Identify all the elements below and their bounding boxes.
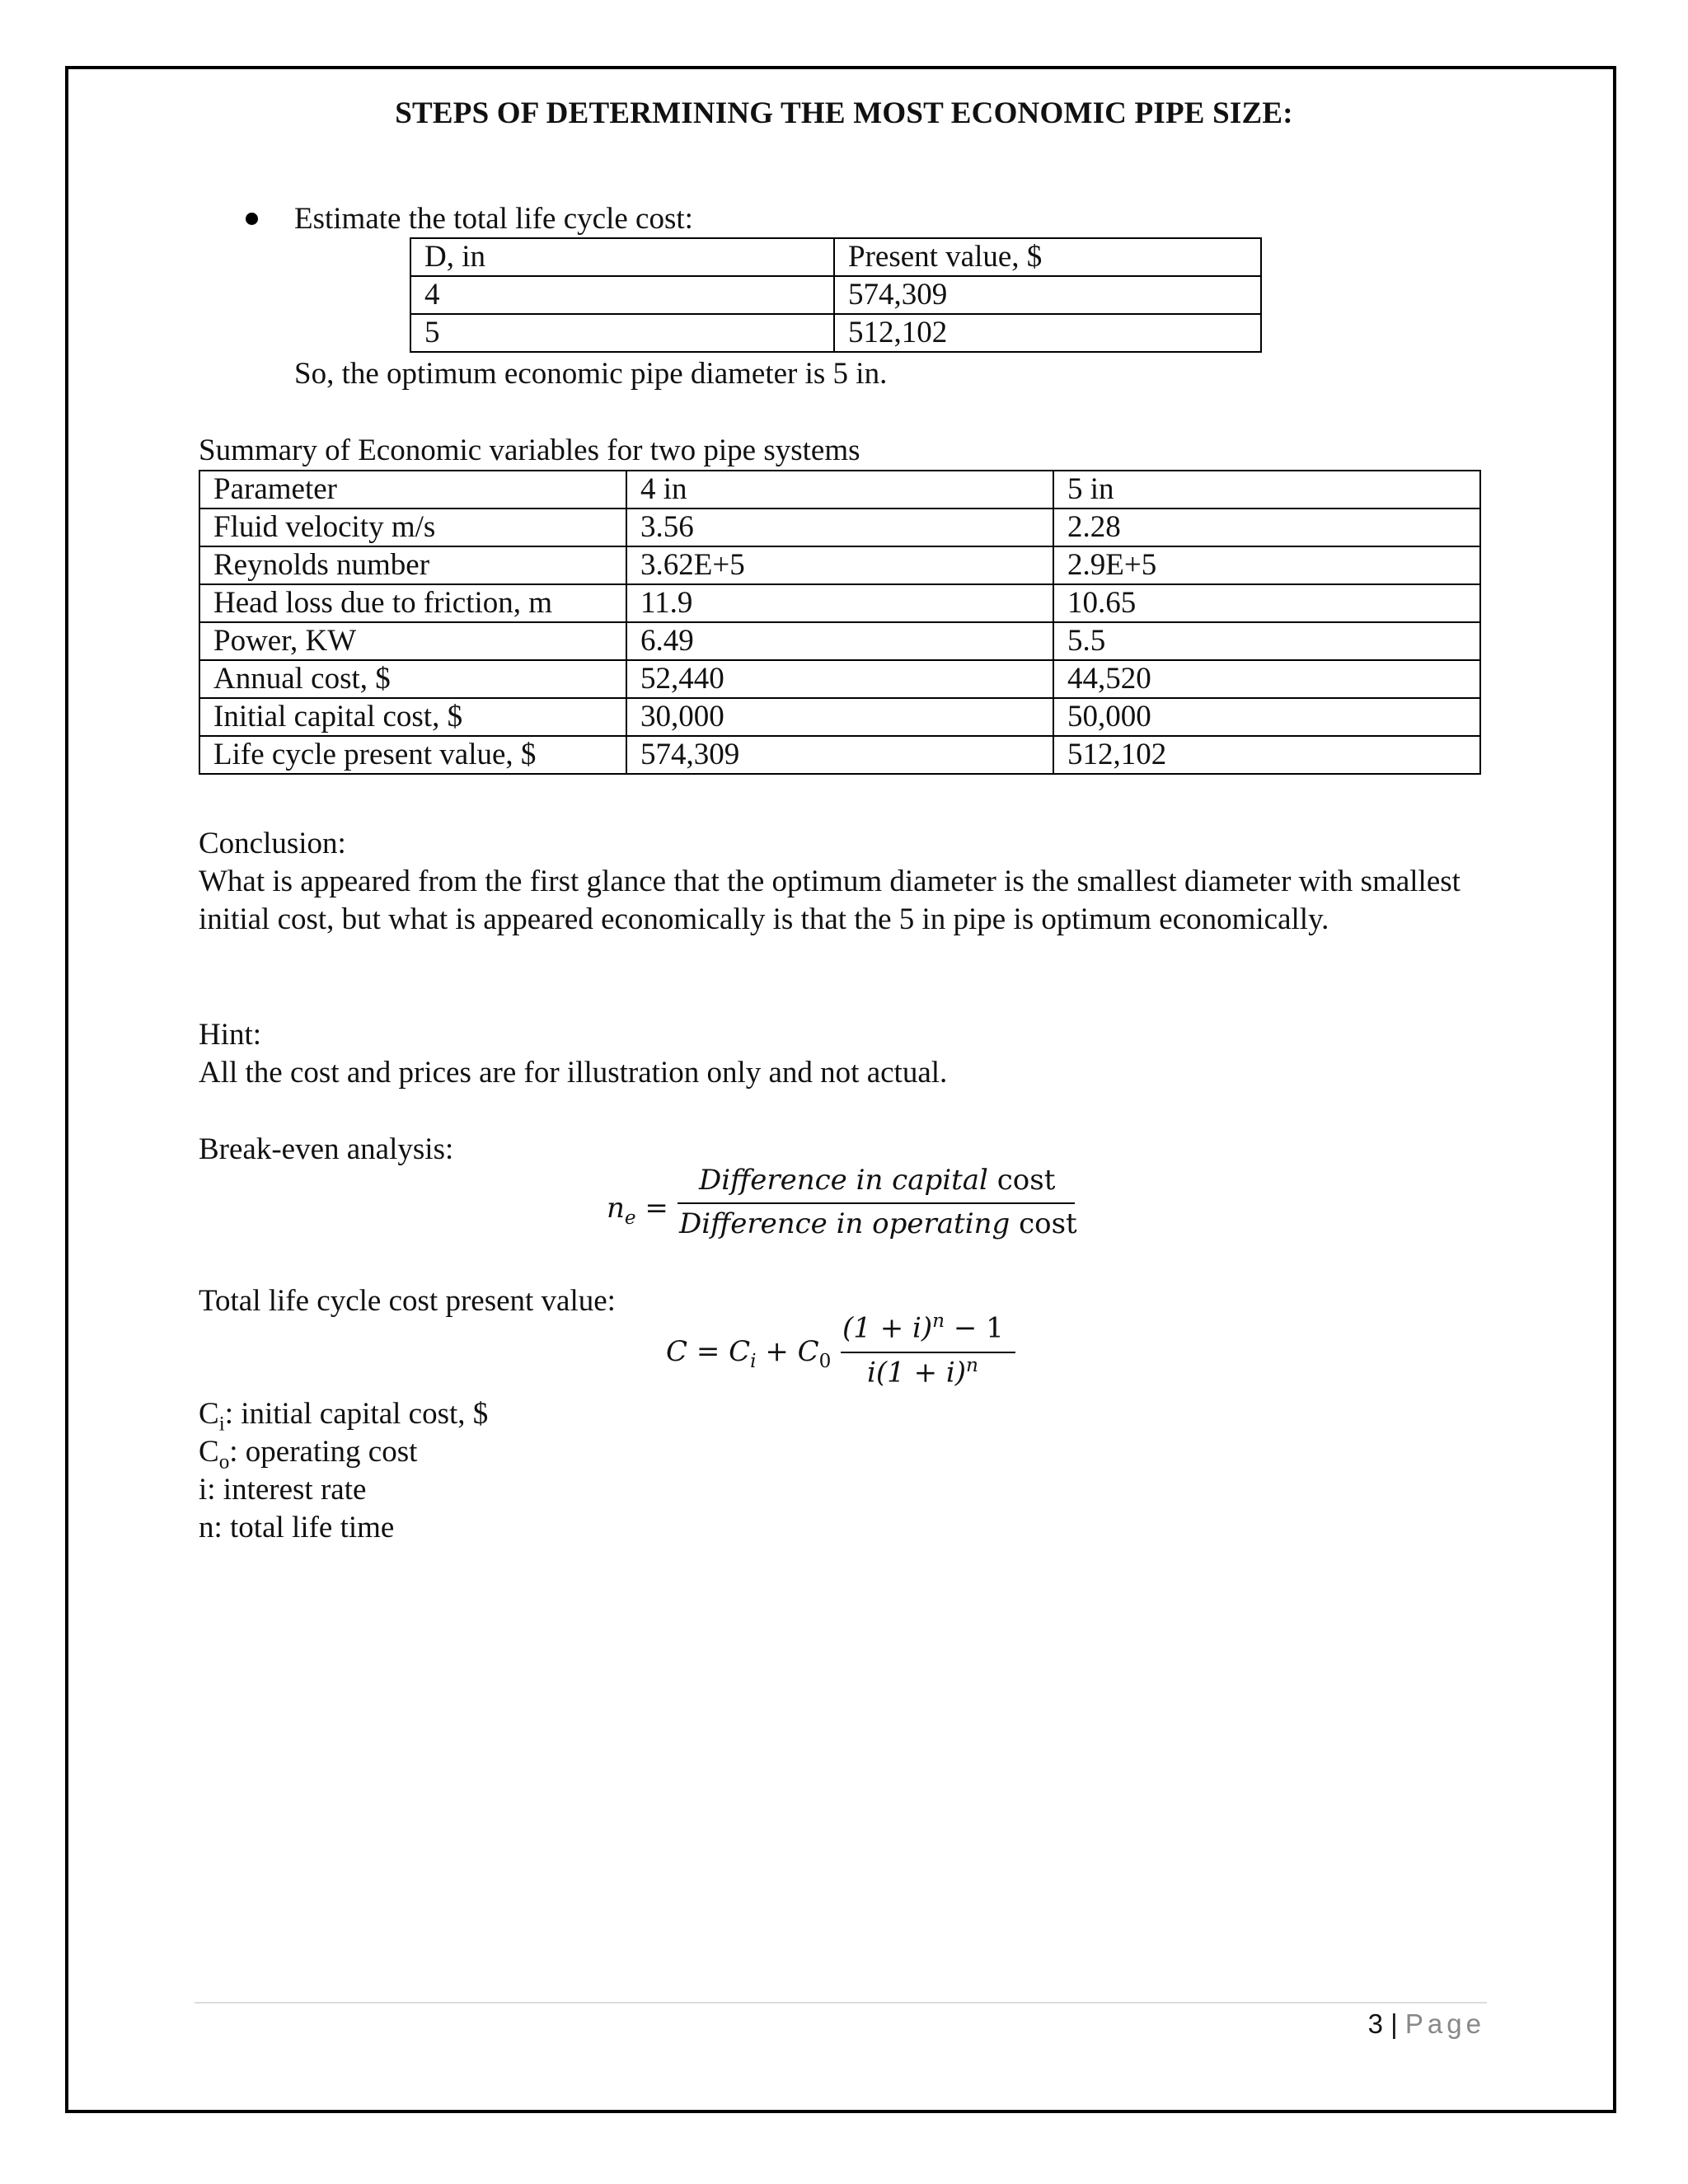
equals-sign: = bbox=[645, 1192, 668, 1225]
conclusion-heading: Conclusion: bbox=[199, 827, 346, 860]
table-cell: 6.49 bbox=[626, 622, 1053, 660]
table-cell: 5.5 bbox=[1053, 622, 1480, 660]
table-header-cell: 4 in bbox=[626, 471, 1053, 509]
breakeven-heading: Break-even analysis: bbox=[199, 1132, 454, 1166]
table-cell: Reynolds number bbox=[199, 546, 626, 584]
breakeven-lhs bbox=[607, 1192, 668, 1229]
table-cell: Annual cost, $ bbox=[199, 660, 626, 698]
definition-text: : interest rate bbox=[207, 1473, 367, 1507]
table-cell: 52,440 bbox=[626, 660, 1053, 698]
breakeven-numerator bbox=[699, 1164, 1055, 1197]
lifecycle-denominator-exponent: n bbox=[966, 1355, 978, 1376]
hint-heading: Hint: bbox=[199, 1018, 262, 1052]
table-cell: Initial capital cost, $ bbox=[199, 698, 626, 736]
table-row bbox=[199, 736, 1480, 774]
table-cell: Head loss due to friction, m bbox=[199, 584, 626, 622]
breakeven-numerator-upright: cost bbox=[996, 1164, 1056, 1197]
bullet-icon bbox=[246, 213, 258, 225]
definition-symbol: C bbox=[199, 1435, 219, 1469]
table-cell: 44,520 bbox=[1053, 660, 1480, 698]
summary-table bbox=[199, 470, 1481, 775]
definition-text: : total life time bbox=[213, 1511, 395, 1544]
footer-divider bbox=[195, 2002, 1487, 2004]
definition-text: : initial capital cost, $ bbox=[224, 1397, 489, 1431]
table-cell: Fluid velocity m/s bbox=[199, 509, 626, 546]
table-header-cell: Parameter bbox=[199, 471, 626, 509]
table-header-cell: D, in bbox=[410, 238, 834, 276]
table-cell: 2.28 bbox=[1053, 509, 1480, 546]
lifecycle-numerator-tail: − 1 bbox=[953, 1311, 1004, 1345]
table-row bbox=[199, 660, 1480, 698]
definition-text: : operating cost bbox=[229, 1435, 418, 1469]
step-bullet-text: Estimate the total life cycle cost: bbox=[294, 202, 693, 236]
table-cell: Power, KW bbox=[199, 622, 626, 660]
table-header-cell: Present value, $ bbox=[834, 238, 1261, 276]
lifecycle-denominator-base: i(1 + i) bbox=[867, 1356, 967, 1390]
conclusion-text: What is appeared from the first glance that the optimum diameter is the smallest diameter with smallest initial cost, but what is appeared economically is that the 5 in pipe is optimum economically. bbox=[199, 865, 1461, 936]
page-footer bbox=[1368, 2008, 1485, 2040]
breakeven-denominator-italic: Difference in operating bbox=[679, 1207, 1010, 1240]
page-title: STEPS OF DETERMINING THE MOST ECONOMIC PIPE SIZE: bbox=[395, 96, 1293, 130]
definition-symbol: i bbox=[199, 1473, 208, 1507]
lifecycle-numerator-base: (1 + i) bbox=[842, 1311, 933, 1345]
table-cell: 30,000 bbox=[626, 698, 1053, 736]
table-row bbox=[199, 509, 1480, 546]
page-number: 3 bbox=[1367, 2008, 1383, 2039]
definition-symbol: C bbox=[199, 1397, 219, 1431]
lifecycle-denominator bbox=[867, 1355, 978, 1389]
table-row bbox=[199, 584, 1480, 622]
table-header-cell: 5 in bbox=[1053, 471, 1480, 509]
table-cell: 3.62E+5 bbox=[626, 546, 1053, 584]
hint-text: All the cost and prices are for illustration only and not actual. bbox=[199, 1056, 948, 1090]
table-cell: 3.56 bbox=[626, 509, 1053, 546]
breakeven-lhs-subscript: e bbox=[624, 1207, 636, 1229]
definition-item bbox=[199, 1509, 394, 1547]
table-cell: 4 bbox=[410, 276, 834, 314]
breakeven-lhs-symbol: n bbox=[607, 1192, 625, 1225]
table-cell: 574,309 bbox=[834, 276, 1261, 314]
lifecycle-fraction-bar bbox=[841, 1352, 1015, 1353]
lifecycle-co-subscript: 0 bbox=[818, 1350, 832, 1372]
table-cell: 512,102 bbox=[1053, 736, 1480, 774]
table-cell: 10.65 bbox=[1053, 584, 1480, 622]
page-label: Page bbox=[1404, 2008, 1485, 2039]
lifecycle-lhs bbox=[666, 1335, 831, 1372]
table-row bbox=[410, 314, 1261, 352]
table-header-row bbox=[199, 471, 1480, 509]
table-cell: 574,309 bbox=[626, 736, 1053, 774]
breakeven-fraction-bar bbox=[678, 1202, 1075, 1204]
breakeven-denominator-upright: cost bbox=[1019, 1207, 1077, 1240]
table-row bbox=[410, 276, 1261, 314]
table-row bbox=[199, 622, 1480, 660]
lifecycle-lhs-symbols: C = C bbox=[666, 1335, 751, 1368]
table-row bbox=[199, 546, 1480, 584]
lifecycle-plus-co: + C bbox=[765, 1335, 819, 1368]
table-header-row bbox=[410, 238, 1261, 276]
lifecycle-numerator-exponent: n bbox=[932, 1310, 945, 1332]
table-cell: 50,000 bbox=[1053, 698, 1480, 736]
table-cell: 2.9E+5 bbox=[1053, 546, 1480, 584]
breakeven-denominator bbox=[679, 1207, 1077, 1240]
lifecycle-numerator bbox=[842, 1310, 1004, 1344]
footer-separator: | bbox=[1390, 2008, 1398, 2039]
breakeven-numerator-italic: Difference in capital bbox=[699, 1164, 988, 1197]
table-cell: 11.9 bbox=[626, 584, 1053, 622]
definition-item bbox=[199, 1471, 366, 1509]
definition-subscript: o bbox=[218, 1451, 230, 1474]
summary-caption: Summary of Economic variables for two pipe systems bbox=[199, 434, 860, 467]
present-value-table bbox=[410, 237, 1262, 353]
table-cell: 512,102 bbox=[834, 314, 1261, 352]
lifecycle-heading: Total life cycle cost present value: bbox=[199, 1284, 616, 1318]
definition-symbol: n bbox=[199, 1511, 214, 1544]
table-cell: 5 bbox=[410, 314, 834, 352]
lifecycle-ci-subscript: i bbox=[750, 1350, 757, 1372]
step-result-text: So, the optimum economic pipe diameter is 5 in. bbox=[294, 357, 888, 391]
table-row bbox=[199, 698, 1480, 736]
definition-subscript: i bbox=[218, 1413, 225, 1436]
table-cell: Life cycle present value, $ bbox=[199, 736, 626, 774]
